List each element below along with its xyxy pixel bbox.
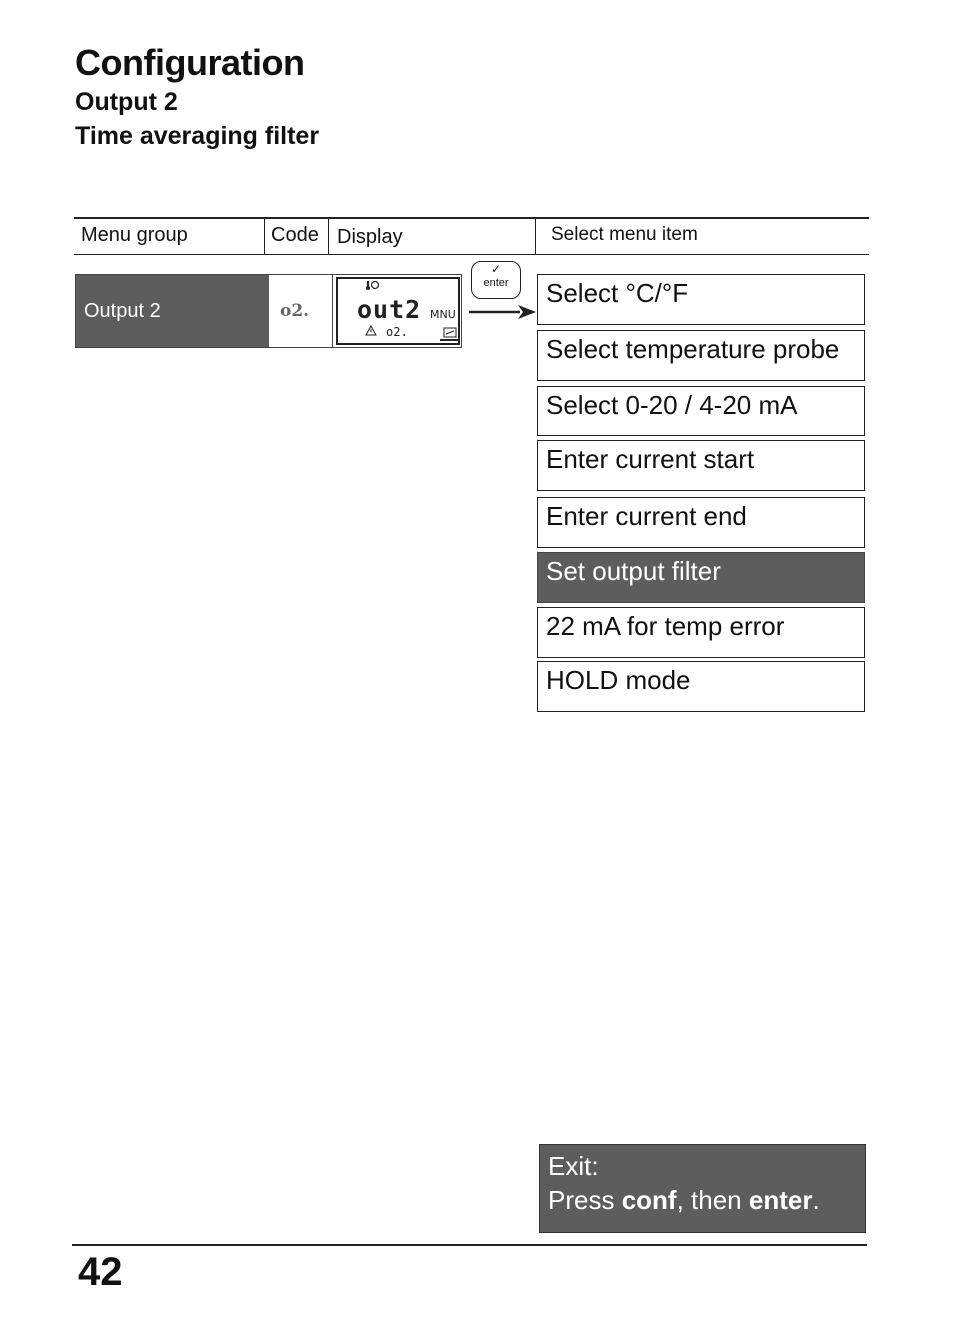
thermometer-icon: [366, 281, 370, 290]
cell-divider: [332, 275, 333, 347]
exit-instructions: [539, 1144, 866, 1233]
exit-conf-key: conf: [621, 1185, 677, 1215]
menu-item-label: Select temperature probe: [546, 334, 840, 364]
header-select-menu-item: Select menu item: [551, 224, 698, 245]
enter-key-label: enter: [483, 277, 509, 289]
table-header-top-rule: [74, 217, 869, 219]
menu-item-output-filter: [537, 552, 865, 603]
menu-item-label: Select °C/°F: [546, 278, 689, 308]
code-value: o2.: [280, 301, 310, 321]
header-code: Code: [271, 224, 319, 246]
menu-item-current-end: [537, 497, 865, 548]
warning-icon: [366, 326, 376, 335]
menu-item-label: Enter current start: [546, 444, 755, 474]
menu-item-select-range: [537, 386, 865, 436]
header-display: Display: [337, 226, 403, 248]
table-header-bottom-rule: [74, 254, 869, 255]
exit-heading: Exit:: [548, 1151, 599, 1181]
header-divider: [264, 219, 265, 254]
menu-item-select-probe: [537, 330, 865, 381]
exit-enter-key: enter: [748, 1185, 813, 1215]
arrow-right-icon: [468, 302, 538, 322]
sensor-icon: [372, 282, 379, 289]
menu-group-label: Output 2: [84, 300, 161, 322]
exit-period: .: [812, 1185, 820, 1215]
page-title: Configuration: [75, 42, 305, 83]
section-subtitle: Output 2: [75, 88, 178, 116]
page-number: 42: [78, 1250, 123, 1294]
menu-item-current-start: [537, 440, 865, 491]
menu-item-temp-error: [537, 607, 865, 658]
menu-item-label: 22 mA for temp error: [546, 611, 785, 641]
menu-item-label: Select 0-20 / 4-20 mA: [546, 390, 798, 420]
lcd-main-text: out2: [357, 295, 422, 324]
enter-key-icon: [471, 261, 521, 299]
menu-item-label: Set output filter: [546, 556, 721, 586]
menu-item-label: HOLD mode: [546, 665, 691, 695]
header-divider: [328, 219, 329, 254]
header-divider: [535, 219, 536, 254]
exit-press-text: Press: [548, 1185, 622, 1215]
lcd-mnu-text: MNU: [430, 308, 456, 321]
checkmark-icon: ✓: [490, 262, 502, 276]
exit-then-text: , then: [676, 1185, 749, 1215]
lcd-small-text: o2.: [386, 325, 408, 339]
lcd-graphic: [338, 279, 458, 343]
menu-item-select-unit: [537, 274, 865, 325]
menu-item-hold-mode: [537, 661, 865, 712]
header-menu-group: Menu group: [81, 224, 188, 246]
menu-item-label: Enter current end: [546, 501, 747, 531]
lcd-display: [336, 277, 460, 345]
menu-group-cell: [76, 275, 269, 347]
topic-subtitle: Time averaging filter: [75, 122, 320, 150]
output-icon: [440, 328, 458, 341]
footer-rule: [72, 1244, 867, 1246]
exit-text: [548, 1183, 857, 1217]
